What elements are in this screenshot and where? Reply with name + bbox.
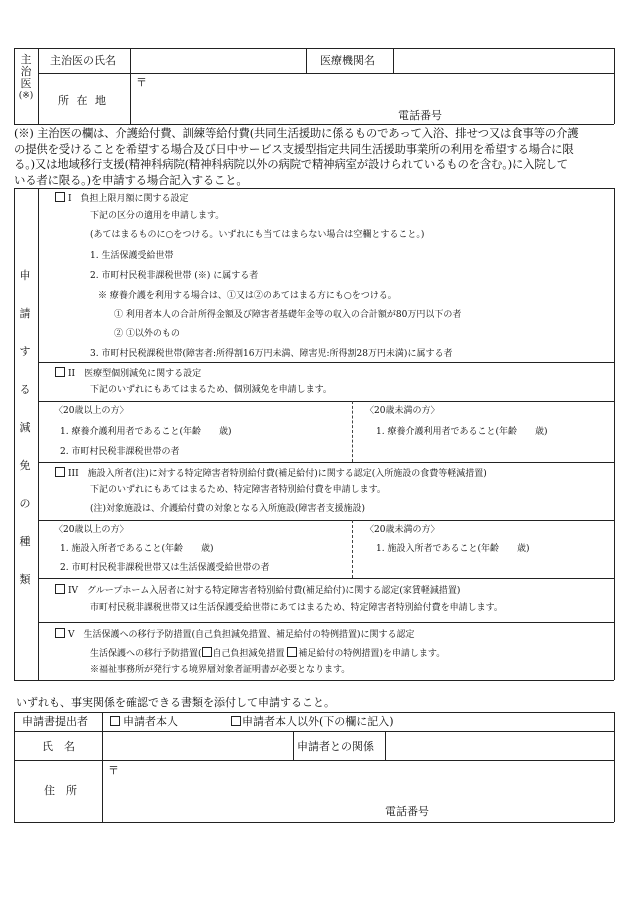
side-char: 類 bbox=[19, 573, 31, 586]
side-char: (※) bbox=[18, 91, 34, 101]
self-pay-option: 自己負担減免措置 bbox=[212, 649, 285, 659]
doctor-name-field[interactable] bbox=[131, 49, 305, 72]
submitter-address-label: 住 所 bbox=[44, 784, 77, 797]
postal-mark: 〒 bbox=[136, 76, 147, 89]
submitter-self-checkbox[interactable] bbox=[110, 716, 120, 726]
section1-intro: 下記の区分の適用を申請します。 bbox=[90, 211, 225, 221]
relation-field[interactable] bbox=[386, 732, 613, 759]
side-char: 種 bbox=[19, 535, 31, 548]
supplement-checkbox[interactable] bbox=[287, 647, 297, 657]
reduction-side-label bbox=[18, 270, 32, 612]
section2-right-header: 〈20歳未満の方〉 bbox=[365, 406, 440, 416]
section2-left-item1[interactable]: 1. 療養介護利用者であること(年齢 歳) bbox=[60, 427, 232, 437]
side-char: 医 bbox=[20, 77, 32, 90]
submitter-phone-label: 電話番号 bbox=[385, 805, 429, 818]
section2-right-item1[interactable]: 1. 療養介護利用者であること(年齢 歳) bbox=[376, 427, 548, 437]
section3-left-header: 〈20歳以上の方〉 bbox=[54, 525, 129, 535]
side-char: す bbox=[19, 345, 31, 358]
relation-label: 申請者との関係 bbox=[297, 740, 374, 753]
note-line: いる者に限る。)を申請する場合記入すること。 bbox=[14, 172, 248, 187]
submitter-self-label: 申請者本人 bbox=[123, 715, 178, 728]
section1-sub2[interactable]: ② ①以外のもの bbox=[114, 329, 180, 339]
section3-left-item2[interactable]: 2. 市町村民税非課税世帯又は生活保護受給世帯の者 bbox=[60, 563, 270, 573]
section1-note: ※ 療養介護を利用する場合は、①又は②のあてはまる方にも○をつける。 bbox=[98, 291, 397, 301]
section4-title-text: IV グループホーム入居者に対する特定障害者特別給付費(補足給付)に関する認定(家賃軽減措置) bbox=[68, 586, 461, 596]
section3-right-header: 〈20歳未満の方〉 bbox=[365, 525, 440, 535]
section2-title-text: II 医療型個別減免に関する設定 bbox=[68, 369, 202, 379]
section2-title bbox=[55, 367, 201, 379]
side-char: 申 bbox=[19, 269, 31, 282]
physician-note bbox=[14, 126, 616, 188]
physician-side-label bbox=[18, 54, 34, 102]
side-char: 主 bbox=[20, 53, 32, 66]
attach-note: いずれも、事実関係を確認できる書類を添付して申請すること。 bbox=[16, 696, 335, 709]
physician-address-field[interactable] bbox=[131, 74, 613, 123]
institution-label: 医療機関名 bbox=[320, 54, 375, 67]
section1-instruction: (あてはまるものに○をつける。いずれにも当てはまらない場合は空欄とすること。) bbox=[90, 230, 425, 240]
doctor-name-label: 主治医の氏名 bbox=[50, 54, 116, 67]
section5-line1-suffix: )を申請します。 bbox=[379, 649, 446, 659]
section5-checkbox[interactable] bbox=[55, 628, 65, 638]
address-label: 所 在 地 bbox=[58, 94, 108, 107]
section5-note: ※福祉事務所が発行する境界層対象者証明書が必要となります。 bbox=[90, 665, 351, 675]
self-pay-checkbox[interactable] bbox=[202, 647, 212, 657]
section3-checkbox[interactable] bbox=[55, 467, 65, 477]
section5-line1-prefix: 生活保護への移行予防措置( bbox=[90, 649, 202, 659]
section1-title-text: I 負担上限月額に関する設定 bbox=[68, 194, 189, 204]
submitter-address-field[interactable] bbox=[103, 761, 613, 821]
side-char: 減 bbox=[19, 421, 31, 434]
section3-title-text: III 施設入所者(注)に対する特定障害者特別給付費(補足給付)に関する認定(入所施設の食費等軽減措置) bbox=[68, 469, 487, 479]
side-char: 請 bbox=[19, 307, 31, 320]
section1-item1[interactable]: 1. 生活保護受給世帯 bbox=[90, 251, 174, 261]
section3-note: (注)対象施設は、介護給付費の対象となる入所施設(障害者支援施設) bbox=[90, 504, 366, 514]
phone-label: 電話番号 bbox=[398, 109, 442, 122]
submitter-postal-mark: 〒 bbox=[108, 764, 119, 777]
note-line: (※) 主治医の欄は、介護給付費、訓練等給付費(共同生活援助に係るものであって入浴、排せつ又は食事等の介護 bbox=[14, 126, 579, 140]
submitter-label: 申請書提出者 bbox=[22, 715, 88, 728]
submitter-other-label: 申請者本人以外(下の欄に記入) bbox=[242, 715, 394, 728]
side-char: 治 bbox=[20, 65, 32, 78]
section1-item2[interactable]: 2. 市町村民税非課税世帯 (※) に属する者 bbox=[90, 271, 259, 281]
submitter-name-label: 氏 名 bbox=[42, 740, 75, 753]
section5-line1 bbox=[90, 647, 445, 659]
section3-right-item1[interactable]: 1. 施設入所者であること(年齢 歳) bbox=[376, 544, 530, 554]
section2-left-header: 〈20歳以上の方〉 bbox=[54, 406, 129, 416]
submitter-name-field[interactable] bbox=[103, 732, 292, 759]
submitter-other-option[interactable] bbox=[231, 716, 394, 727]
section4-checkbox[interactable] bbox=[55, 584, 65, 594]
section3-intro: 下記のいずれにもあてはまるため、特定障害者特別給付費を申請します。 bbox=[90, 485, 386, 495]
section1-sub1[interactable]: ① 利用者本人の合計所得金額及び障害者基礎年金等の収入の合計額が80万円以下の者 bbox=[114, 310, 462, 320]
side-char: の bbox=[19, 497, 31, 510]
side-char: 免 bbox=[19, 459, 31, 472]
section1-item3[interactable]: 3. 市町村民税課税世帯(障害者:所得割16万円未満、障害児:所得割28万円未満)に属する者 bbox=[90, 349, 453, 359]
note-line: る。)又は地域移行支援(精神科病院(精神科病院以外の病院で精神病室が設けられているものを含む。)に入院して bbox=[14, 157, 568, 172]
section3-left-item1[interactable]: 1. 施設入所者であること(年齢 歳) bbox=[60, 544, 214, 554]
section5-title-text: V 生活保護への移行予防措置(自己負担減免措置、補足給付の特例措置)に関する認定 bbox=[68, 630, 415, 640]
section1-checkbox[interactable] bbox=[55, 192, 65, 202]
submitter-other-checkbox[interactable] bbox=[231, 716, 241, 726]
section3-title bbox=[55, 467, 487, 479]
submitter-self-option[interactable] bbox=[110, 716, 178, 727]
institution-field[interactable] bbox=[394, 49, 613, 72]
section4-title bbox=[55, 584, 460, 596]
section2-intro: 下記のいずれにもあてはまるため、個別減免を申請します。 bbox=[90, 385, 332, 395]
section2-checkbox[interactable] bbox=[55, 367, 65, 377]
section1-title bbox=[55, 192, 189, 204]
section2-left-item2[interactable]: 2. 市町村民税非課税世帯の者 bbox=[60, 447, 180, 457]
note-line: の提供を受けることを希望する場合及び日中サービス支援型指定共同生活援助事業所の利用を希望する場合に限 bbox=[14, 141, 574, 156]
supplement-option: 補足給付の特例措置 bbox=[298, 649, 380, 659]
section4-intro: 市町村民税非課税世帯又は生活保護受給世帯にあてはまるため、特定障害者特別給付費を申請します。 bbox=[90, 603, 503, 613]
side-char: る bbox=[19, 383, 31, 396]
section5-title bbox=[55, 628, 415, 640]
